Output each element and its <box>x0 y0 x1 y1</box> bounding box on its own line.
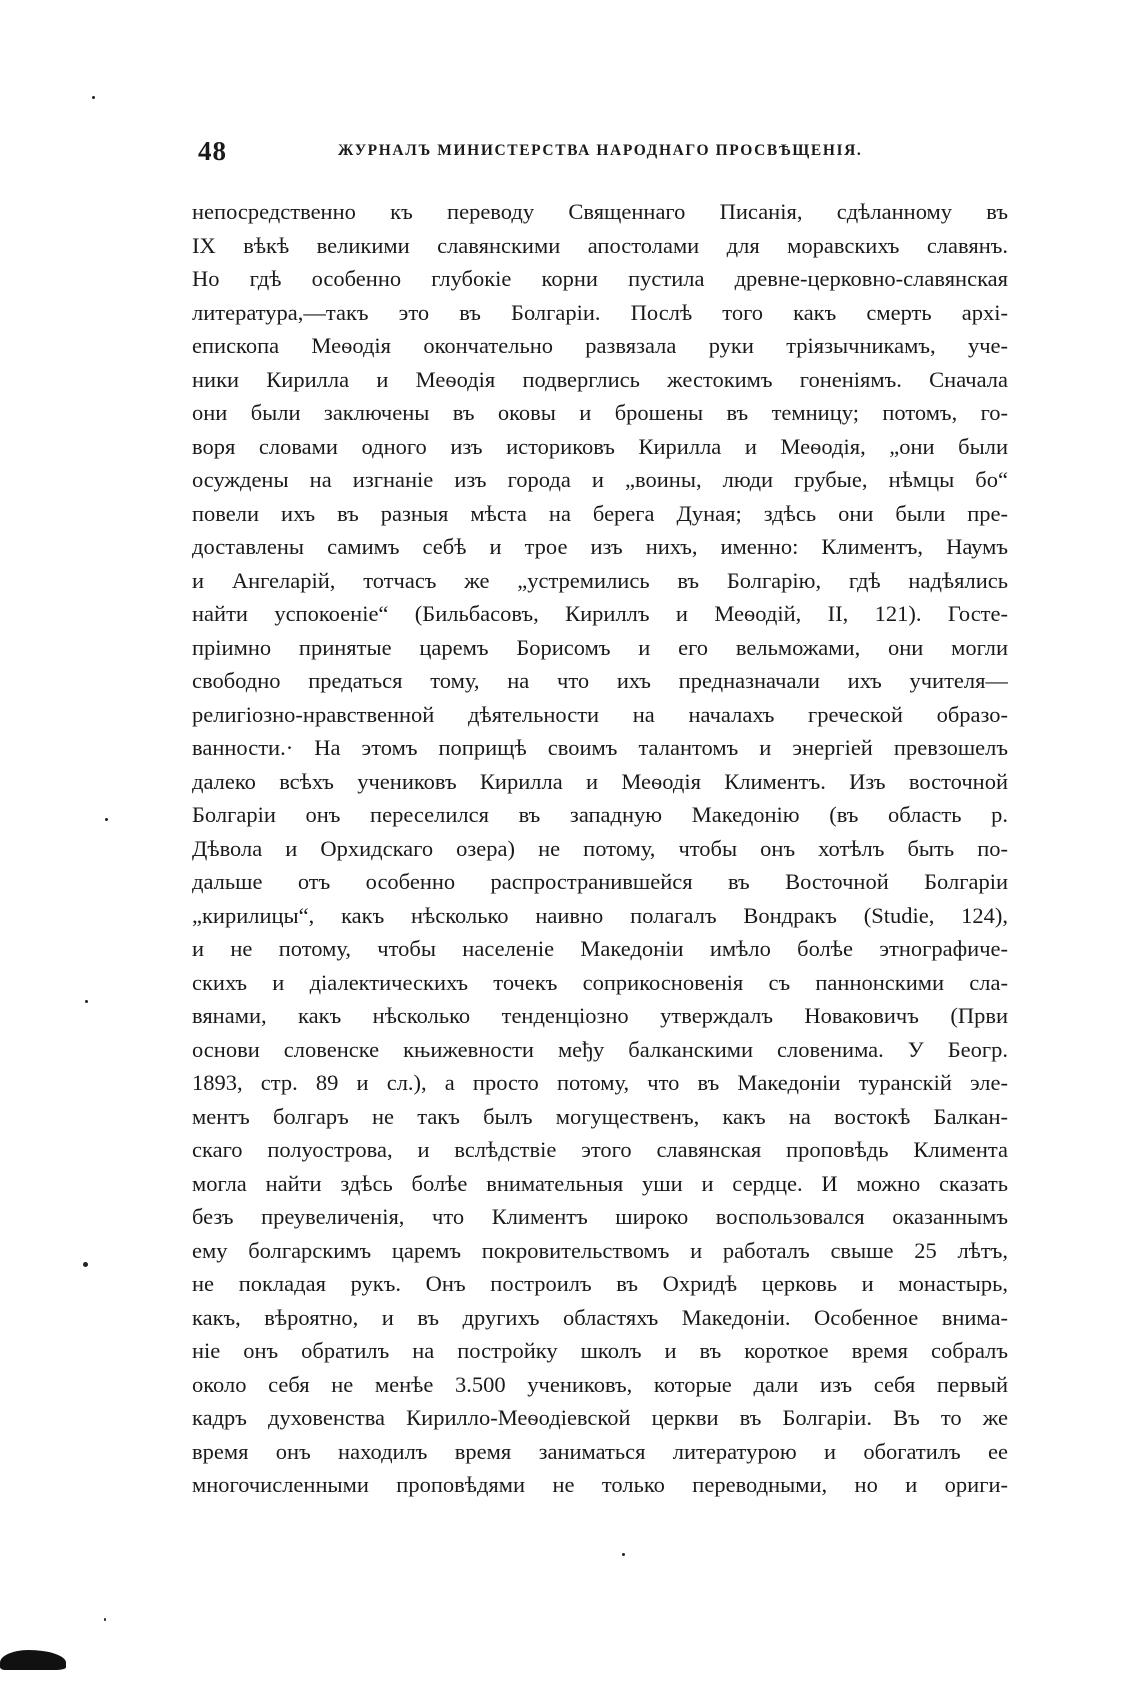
text-line: и не потому, чтобы населеніе Македоніи имѣло болѣе этнографиче- <box>192 936 1008 961</box>
page-number: 48 <box>198 136 227 166</box>
text-line: скаго полуострова, и вслѣдствіе этого славянская проповѣдь Климента <box>192 1137 1008 1162</box>
scan-speck <box>104 1618 106 1621</box>
text-line: ему болгарскимъ царемъ покровительствомъ и работалъ свыше 25 лѣтъ, <box>192 1237 1008 1263</box>
scan-speck <box>622 1553 625 1556</box>
text-line: ніе онъ обратилъ на постройку школъ и въ короткое время собралъ <box>192 1338 1008 1363</box>
text-line: Дѣвола и Орхидскаго озера) не потому, чтобы онъ хотѣлъ быть по- <box>192 835 1008 861</box>
text-line: Но гдѣ особенно глубокіе корни пустила древне-церковно-славянская <box>192 266 1008 291</box>
scan-speck <box>92 96 95 99</box>
text-line: время онъ находилъ время заниматься литературою и обогатилъ ее <box>192 1438 1008 1464</box>
text-line: Болгаріи онъ переселился въ западную Македонію (въ область р. <box>192 802 1008 827</box>
text-line: литература,—такъ это въ Болгаріи. Послѣ того какъ смерть архі- <box>192 299 1008 325</box>
text-line: около себя не менѣе 3.500 учениковъ, которые дали изъ себя первый <box>192 1371 1008 1397</box>
text-line: какъ, вѣроятно, и въ другихъ областяхъ Македоніи. Особенное внима- <box>192 1304 1008 1330</box>
text-line: найти успокоеніе“ (Бильбасовъ, Кириллъ и Меѳодій, II, 121). Госте- <box>192 601 1008 626</box>
text-line: религіозно-нравственной дѣятельности на началахъ греческой образо- <box>192 701 1008 727</box>
text-line: далеко всѣхъ учениковъ Кирилла и Меѳодія Климентъ. Изъ восточной <box>192 768 1008 794</box>
text-line: повели ихъ въ разныя мѣста на берега Дуная; здѣсь они были пре- <box>192 500 1008 526</box>
text-line: не покладая рукъ. Онъ построилъ въ Охридѣ церковь и монастырь, <box>192 1271 1008 1296</box>
text-line: епископа Меѳодія окончательно развязала руки тріязычникамъ, уче- <box>192 333 1008 358</box>
body-text <box>192 195 1008 1502</box>
scan-speck <box>105 818 108 821</box>
text-line: 1893, стр. 89 и сл.), а просто потому, что въ Македоніи туранскій эле- <box>192 1070 1008 1095</box>
scan-speck <box>85 1000 88 1003</box>
text-line: непосредственно къ переводу Священнаго Писанія, сдѣланному въ <box>192 199 1008 224</box>
text-line: „кирилицы“, какъ нѣсколько наивно полагалъ Вондракъ (Studie, 124), <box>192 902 1008 928</box>
text-line: могла найти здѣсь болѣе внимательныя уши и сердце. И можно сказать <box>192 1170 1008 1196</box>
text-line: безъ преувеличенія, что Климентъ широко воспользовался оказаннымъ <box>192 1204 1008 1229</box>
page-header <box>198 136 1010 176</box>
text-line: они были заключены въ оковы и брошены въ темницу; потомъ, го- <box>192 400 1008 425</box>
text-line: доставлены самимъ себѣ и трое изъ нихъ, именно: Климентъ, Наумъ <box>192 534 1008 559</box>
text-line: ментъ болгаръ не такъ былъ могущественъ, какъ на востокѣ Балкан- <box>192 1103 1008 1129</box>
running-title: ЖУРНАЛЪ МИНИСТЕРСТВА НАРОДНАГО ПРОСВѢЩЕНІЯ. <box>338 142 863 159</box>
text-line: воря словами одного изъ историковъ Кирилла и Меѳодія, „они были <box>192 433 1008 459</box>
text-line: основи словенске књижевности међу балканскими словенима. У Беогр. <box>192 1036 1008 1062</box>
text-line: и Ангеларій, тотчасъ же „устремились въ Болгарію, гдѣ надѣялись <box>192 567 1008 593</box>
text-line: осуждены на изгнаніе изъ города и „воины, люди грубые, нѣмцы бо“ <box>192 467 1008 492</box>
text-line: дальше отъ особенно распространившейся въ Восточной Болгаріи <box>192 869 1008 894</box>
text-line: пріимно принятые царемъ Борисомъ и его вельможами, они могли <box>192 634 1008 660</box>
scan-speck <box>83 1262 88 1267</box>
text-line: IX вѣкѣ великими славянскими апостолами для моравскихъ славянъ. <box>192 232 1008 258</box>
text-line: ванности.· На этомъ поприщѣ своимъ талантомъ и энергіей превзошелъ <box>192 735 1008 760</box>
text-line: многочисленными проповѣдями не только переводными, но и ориги- <box>192 1472 1008 1497</box>
ink-blot <box>0 1650 66 1670</box>
text-line: свободно предаться тому, на что ихъ предназначали ихъ учителя— <box>192 668 1008 693</box>
text-line: скихъ и діалектическихъ точекъ соприкосновенія съ паннонскими сла- <box>192 969 1008 995</box>
text-line: кадръ духовенства Кирилло-Меѳодіевской церкви въ Болгаріи. Въ то же <box>192 1405 1008 1430</box>
text-line: вянами, какъ нѣсколько тенденціозно утверждалъ Новаковичъ (Први <box>192 1003 1008 1028</box>
text-line: ники Кирилла и Меѳодія подверглись жестокимъ гоненіямъ. Сначала <box>192 366 1008 392</box>
